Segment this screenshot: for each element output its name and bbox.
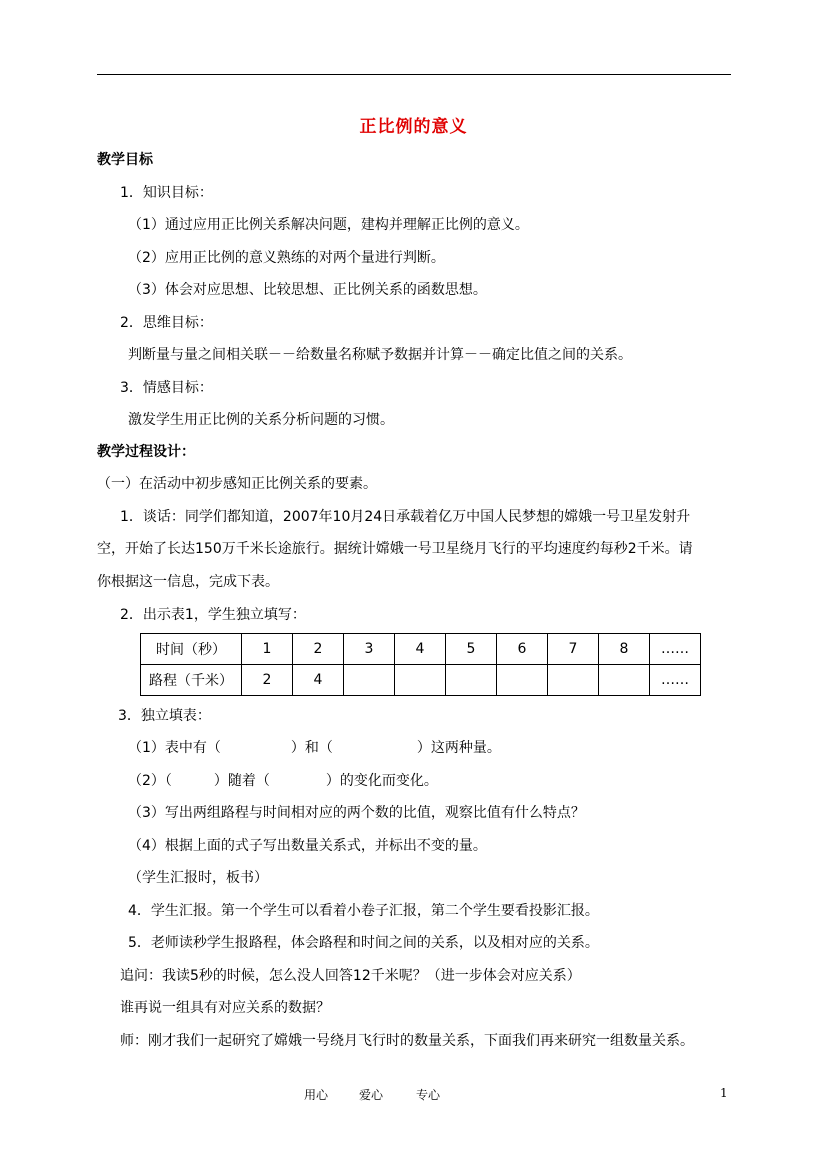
table-cell: 6 xyxy=(497,634,548,665)
time-distance-table xyxy=(140,633,701,696)
table-cell: 路程（千米） xyxy=(141,665,242,696)
step-5: 5．老师读秒学生报路程，体会路程和时间之间的关系，以及相对应的关系。 xyxy=(128,935,599,951)
table-cell xyxy=(344,665,395,696)
process-part-1: （一）在活动中初步感知正比例关系的要素。 xyxy=(97,476,377,492)
fill-table-heading: 3．独立填表： xyxy=(118,708,211,724)
teacher-remark: 师：刚才我们一起研究了嫦娥一号绕月飞行时的数量关系，下面我们再来研究一组数量关系。 xyxy=(120,1033,694,1049)
table-cell: 7 xyxy=(548,634,599,665)
objective-thinking-text: 判断量与量之间相关联－－给数量名称赋予数据并计算－－确定比值之间的关系。 xyxy=(128,347,632,363)
objective-emotion: 3．情感目标： xyxy=(120,380,213,396)
table-row xyxy=(141,665,701,696)
paragraph-talk-3: 你根据这一信息，完成下表。 xyxy=(97,574,279,590)
table-cell: 时间（秒） xyxy=(141,634,242,665)
question-1: （1）表中有（ ）和（ ）这两种量。 xyxy=(128,740,501,756)
objective-item-2: （2）应用正比例的意义熟练的对两个量进行判断。 xyxy=(128,250,445,266)
table-cell: 4 xyxy=(293,665,344,696)
table-cell: 1 xyxy=(242,634,293,665)
table-row xyxy=(141,634,701,665)
footer-motto-3: 专心 xyxy=(416,1088,441,1102)
table-cell: …… xyxy=(650,634,701,665)
objective-emotion-text: 激发学生用正比例的关系分析问题的习惯。 xyxy=(128,412,394,428)
page-number: 1 xyxy=(720,1086,728,1100)
table-cell: 3 xyxy=(344,634,395,665)
table-cell xyxy=(497,665,548,696)
question-3: （3）写出两组路程与时间相对应的两个数的比值，观察比值有什么特点？ xyxy=(128,805,585,821)
paragraph-talk-2: 空，开始了长达150万千米长途旅行。据统计嫦娥一号卫星绕月飞行的平均速度约每秒2千米。请 xyxy=(97,541,693,557)
footer-motto-1: 用心 xyxy=(304,1088,329,1102)
question-2: （2）（ ）随着（ ）的变化而变化。 xyxy=(128,773,438,789)
section-heading-objectives: 教学目标 xyxy=(97,152,153,168)
table-cell: 2 xyxy=(293,634,344,665)
table-cell: …… xyxy=(650,665,701,696)
table-cell xyxy=(446,665,497,696)
header-rule xyxy=(97,74,731,75)
question-4: （4）根据上面的式子写出数量关系式，并标出不变的量。 xyxy=(128,838,487,854)
follow-up-question-2: 谁再说一组具有对应关系的数据？ xyxy=(120,1000,330,1016)
section-heading-process: 教学过程设计： xyxy=(97,444,195,460)
step-4: 4．学生汇报。第一个学生可以看着小卷子汇报，第二个学生要看投影汇报。 xyxy=(128,903,599,919)
objective-item-1: （1）通过应用正比例关系解决问题，建构并理解正比例的意义。 xyxy=(128,217,529,233)
document-title: 正比例的意义 xyxy=(359,117,468,137)
table-cell: 5 xyxy=(446,634,497,665)
show-table-text: 2．出示表1，学生独立填写： xyxy=(120,607,306,623)
objective-knowledge: 1．知识目标： xyxy=(120,185,213,201)
paragraph-talk-1: 1．谈话：同学们都知道，2007年10月24日承载着亿万中国人民梦想的嫦娥一号卫星发射升 xyxy=(120,509,691,525)
objective-thinking: 2．思维目标： xyxy=(120,315,213,331)
follow-up-question: 追问：我读5秒的时候，怎么没人回答12千米呢？（进一步体会对应关系） xyxy=(120,968,581,984)
table-cell xyxy=(599,665,650,696)
table-cell: 4 xyxy=(395,634,446,665)
table-cell xyxy=(548,665,599,696)
footer-motto-2: 爱心 xyxy=(359,1088,384,1102)
table-cell: 8 xyxy=(599,634,650,665)
objective-item-3: （3）体会对应思想、比较思想、正比例关系的函数思想。 xyxy=(128,282,487,298)
board-note: （学生汇报时，板书） xyxy=(128,870,268,886)
table-cell: 2 xyxy=(242,665,293,696)
table-cell xyxy=(395,665,446,696)
